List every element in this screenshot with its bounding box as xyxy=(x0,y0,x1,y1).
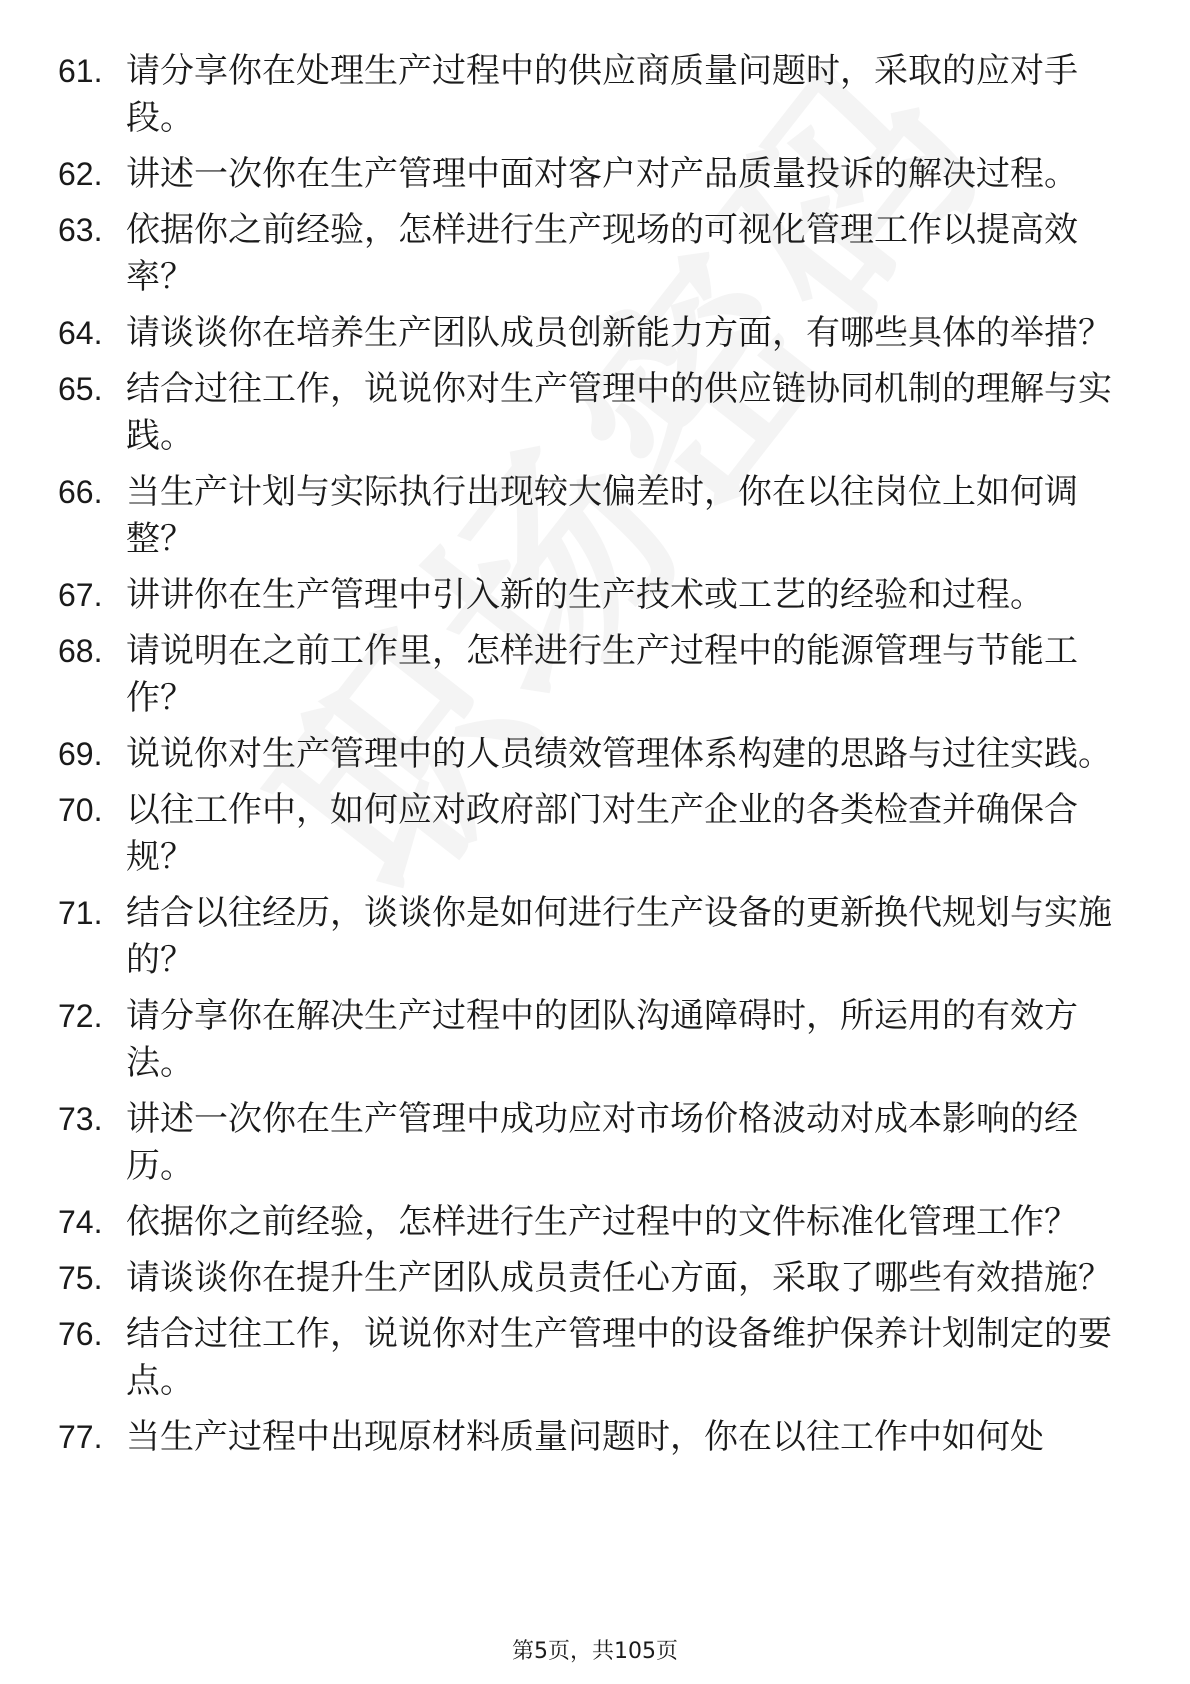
page-footer: 第5页，共105页 xyxy=(512,1639,678,1664)
question-number: 61. xyxy=(58,53,103,89)
list-item xyxy=(0,731,1190,778)
question-number: 63. xyxy=(58,212,103,248)
list-item xyxy=(0,1096,1190,1190)
question-list xyxy=(0,48,1190,1470)
question-text: 结合过往工作，说说你对生产管理中的设备维护保养计划制定的要点。 xyxy=(126,1314,1112,1401)
question-number: 69. xyxy=(58,736,103,772)
question-text: 请说明在之前工作里，怎样进行生产过程中的能源管理与节能工作？ xyxy=(126,631,1078,718)
question-number: 62. xyxy=(58,156,103,192)
list-item xyxy=(0,469,1190,563)
list-item xyxy=(0,993,1190,1087)
list-item xyxy=(0,1311,1190,1405)
list-item xyxy=(0,310,1190,357)
question-number: 77. xyxy=(58,1419,103,1455)
question-number: 68. xyxy=(58,633,103,669)
question-text: 依据你之前经验，怎样进行生产过程中的文件标准化管理工作？ xyxy=(126,1202,1078,1242)
question-text: 结合过往工作，说说你对生产管理中的供应链协同机制的理解与实践。 xyxy=(126,369,1112,456)
question-text: 当生产计划与实际执行出现较大偏差时，你在以往岗位上如何调整？ xyxy=(126,472,1078,559)
question-text: 讲述一次你在生产管理中成功应对市场价格波动对成本影响的经历。 xyxy=(126,1099,1078,1186)
list-item xyxy=(0,207,1190,301)
question-number: 75. xyxy=(58,1260,103,1296)
question-text: 讲述一次你在生产管理中面对客户对产品质量投诉的解决过程。 xyxy=(126,154,1078,194)
list-item xyxy=(0,890,1190,984)
list-item xyxy=(0,1414,1190,1461)
list-item xyxy=(0,366,1190,460)
question-text: 以往工作中，如何应对政府部门对生产企业的各类检查并确保合规？ xyxy=(126,790,1078,877)
question-text: 讲讲你在生产管理中引入新的生产技术或工艺的经验和过程。 xyxy=(126,575,1044,615)
question-number: 64. xyxy=(58,315,103,351)
list-item xyxy=(0,48,1190,142)
question-text: 请谈谈你在提升生产团队成员责任心方面，采取了哪些有效措施？ xyxy=(126,1258,1112,1298)
question-number: 66. xyxy=(58,474,103,510)
question-text: 当生产过程中出现原材料质量问题时，你在以往工作中如何处 xyxy=(126,1417,1044,1457)
question-number: 67. xyxy=(58,577,103,613)
list-item xyxy=(0,787,1190,881)
question-text: 说说你对生产管理中的人员绩效管理体系构建的思路与过往实践。 xyxy=(126,734,1112,774)
question-text: 依据你之前经验，怎样进行生产现场的可视化管理工作以提高效率？ xyxy=(126,210,1078,297)
question-text: 请分享你在处理生产过程中的供应商质量问题时，采取的应对手段。 xyxy=(126,51,1078,138)
question-number: 70. xyxy=(58,792,103,828)
list-item xyxy=(0,1255,1190,1302)
question-text: 请分享你在解决生产过程中的团队沟通障碍时，所运用的有效方法。 xyxy=(126,996,1078,1083)
question-number: 76. xyxy=(58,1316,103,1352)
list-item xyxy=(0,572,1190,619)
question-number: 71. xyxy=(58,895,103,931)
list-item xyxy=(0,1199,1190,1246)
question-text: 请谈谈你在培养生产团队成员创新能力方面，有哪些具体的举措？ xyxy=(126,313,1112,353)
list-item xyxy=(0,628,1190,722)
question-number: 73. xyxy=(58,1101,103,1137)
question-text: 结合以往经历，谈谈你是如何进行生产设备的更新换代规划与实施的？ xyxy=(126,893,1112,980)
question-number: 72. xyxy=(58,998,103,1034)
question-number: 74. xyxy=(58,1204,103,1240)
question-number: 65. xyxy=(58,371,103,407)
list-item xyxy=(0,151,1190,198)
